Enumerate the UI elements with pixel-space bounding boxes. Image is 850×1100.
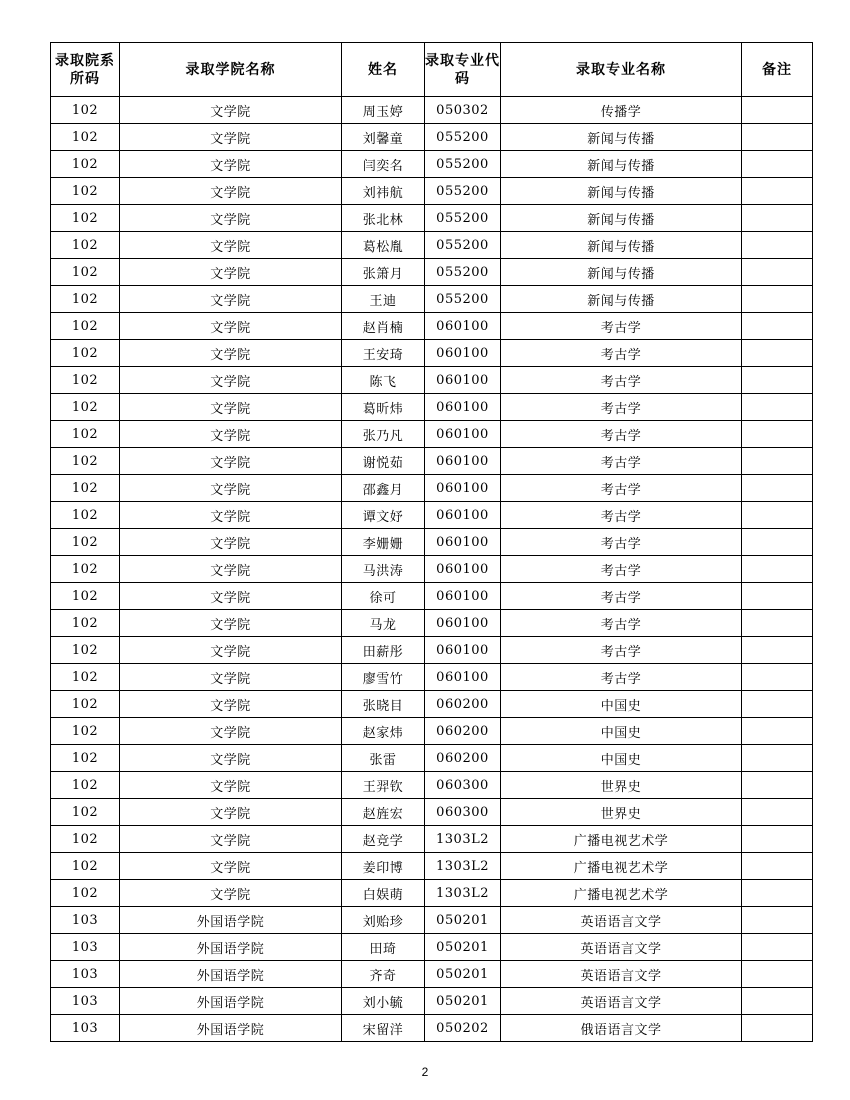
cell-college-name: 文学院 (120, 448, 342, 475)
cell-college-name: 文学院 (120, 637, 342, 664)
cell-major-code: 060100 (425, 448, 501, 475)
table-row (51, 718, 813, 745)
cell-college-name: 文学院 (120, 475, 342, 502)
cell-remarks (742, 556, 813, 583)
cell-remarks (742, 988, 813, 1015)
cell-major-name: 广播电视艺术学 (501, 826, 742, 853)
cell-dept-code: 102 (51, 529, 120, 556)
cell-major-name: 新闻与传播 (501, 205, 742, 232)
cell-remarks (742, 799, 813, 826)
table-row (51, 637, 813, 664)
cell-student-name: 张晓目 (342, 691, 425, 718)
table-row (51, 934, 813, 961)
cell-major-name: 新闻与传播 (501, 151, 742, 178)
cell-college-name: 文学院 (120, 718, 342, 745)
table-row (51, 151, 813, 178)
table-row (51, 664, 813, 691)
cell-remarks (742, 934, 813, 961)
cell-major-name: 中国史 (501, 745, 742, 772)
cell-major-code: 060100 (425, 367, 501, 394)
cell-major-name: 考古学 (501, 610, 742, 637)
table-row (51, 394, 813, 421)
cell-college-name: 外国语学院 (120, 961, 342, 988)
cell-remarks (742, 745, 813, 772)
cell-student-name: 张箫月 (342, 259, 425, 286)
table-row (51, 259, 813, 286)
table-row (51, 1015, 813, 1042)
cell-student-name: 张北林 (342, 205, 425, 232)
cell-major-name: 新闻与传播 (501, 124, 742, 151)
cell-remarks (742, 286, 813, 313)
cell-major-name: 考古学 (501, 637, 742, 664)
cell-college-name: 外国语学院 (120, 907, 342, 934)
table-header-row (51, 43, 813, 97)
cell-dept-code: 103 (51, 1015, 120, 1042)
cell-student-name: 赵旌宏 (342, 799, 425, 826)
cell-student-name: 刘馨童 (342, 124, 425, 151)
table-row (51, 907, 813, 934)
table-row (51, 124, 813, 151)
cell-dept-code: 102 (51, 691, 120, 718)
cell-major-code: 055200 (425, 151, 501, 178)
cell-major-name: 考古学 (501, 583, 742, 610)
table-row (51, 691, 813, 718)
cell-major-code: 060200 (425, 718, 501, 745)
cell-student-name: 宋留洋 (342, 1015, 425, 1042)
cell-major-name: 考古学 (501, 448, 742, 475)
cell-major-name: 考古学 (501, 340, 742, 367)
cell-student-name: 葛昕炜 (342, 394, 425, 421)
header-major-code: 录取专业代码 (425, 43, 501, 97)
cell-remarks (742, 853, 813, 880)
cell-college-name: 文学院 (120, 880, 342, 907)
cell-dept-code: 103 (51, 961, 120, 988)
cell-major-name: 英语语言文学 (501, 961, 742, 988)
cell-remarks (742, 637, 813, 664)
cell-major-code: 050201 (425, 988, 501, 1015)
cell-major-code: 1303L2 (425, 853, 501, 880)
table-row (51, 232, 813, 259)
cell-remarks (742, 97, 813, 124)
table-row (51, 313, 813, 340)
cell-college-name: 文学院 (120, 610, 342, 637)
cell-dept-code: 102 (51, 448, 120, 475)
cell-dept-code: 102 (51, 853, 120, 880)
cell-student-name: 张乃凡 (342, 421, 425, 448)
table-row (51, 799, 813, 826)
cell-major-code: 060300 (425, 799, 501, 826)
cell-major-name: 考古学 (501, 529, 742, 556)
cell-college-name: 文学院 (120, 664, 342, 691)
cell-major-name: 考古学 (501, 556, 742, 583)
cell-remarks (742, 340, 813, 367)
cell-student-name: 葛松胤 (342, 232, 425, 259)
cell-student-name: 廖雪竹 (342, 664, 425, 691)
cell-student-name: 谭文妤 (342, 502, 425, 529)
cell-dept-code: 103 (51, 934, 120, 961)
cell-major-code: 050302 (425, 97, 501, 124)
cell-major-name: 新闻与传播 (501, 259, 742, 286)
cell-dept-code: 102 (51, 178, 120, 205)
cell-college-name: 文学院 (120, 259, 342, 286)
cell-remarks (742, 313, 813, 340)
cell-college-name: 文学院 (120, 394, 342, 421)
cell-college-name: 文学院 (120, 529, 342, 556)
header-college-name: 录取学院名称 (120, 43, 342, 97)
cell-remarks (742, 610, 813, 637)
cell-major-code: 050201 (425, 907, 501, 934)
cell-major-name: 广播电视艺术学 (501, 880, 742, 907)
cell-dept-code: 102 (51, 367, 120, 394)
cell-dept-code: 102 (51, 286, 120, 313)
cell-student-name: 齐奇 (342, 961, 425, 988)
cell-remarks (742, 529, 813, 556)
cell-college-name: 文学院 (120, 232, 342, 259)
cell-college-name: 文学院 (120, 286, 342, 313)
table-row (51, 826, 813, 853)
cell-college-name: 文学院 (120, 97, 342, 124)
cell-remarks (742, 718, 813, 745)
cell-major-name: 英语语言文学 (501, 988, 742, 1015)
cell-remarks (742, 1015, 813, 1042)
table-row (51, 367, 813, 394)
cell-dept-code: 102 (51, 340, 120, 367)
cell-major-name: 英语语言文学 (501, 934, 742, 961)
cell-college-name: 文学院 (120, 745, 342, 772)
cell-dept-code: 102 (51, 556, 120, 583)
cell-major-code: 050201 (425, 961, 501, 988)
cell-student-name: 徐可 (342, 583, 425, 610)
cell-major-code: 060100 (425, 502, 501, 529)
cell-major-code: 060200 (425, 691, 501, 718)
cell-major-code: 055200 (425, 232, 501, 259)
cell-major-name: 世界史 (501, 799, 742, 826)
header-remarks: 备注 (742, 43, 813, 97)
cell-student-name: 张雷 (342, 745, 425, 772)
cell-college-name: 文学院 (120, 799, 342, 826)
cell-college-name: 文学院 (120, 340, 342, 367)
cell-major-name: 考古学 (501, 394, 742, 421)
cell-college-name: 文学院 (120, 826, 342, 853)
cell-major-code: 055200 (425, 124, 501, 151)
cell-major-code: 1303L2 (425, 826, 501, 853)
cell-student-name: 王迪 (342, 286, 425, 313)
cell-major-code: 050202 (425, 1015, 501, 1042)
header-dept-code: 录取院系所码 (51, 43, 120, 97)
cell-dept-code: 102 (51, 610, 120, 637)
cell-remarks (742, 205, 813, 232)
cell-major-name: 中国史 (501, 691, 742, 718)
cell-college-name: 文学院 (120, 205, 342, 232)
cell-remarks (742, 421, 813, 448)
cell-student-name: 姜印博 (342, 853, 425, 880)
cell-major-code: 060100 (425, 529, 501, 556)
table-row (51, 880, 813, 907)
cell-dept-code: 102 (51, 880, 120, 907)
cell-dept-code: 102 (51, 664, 120, 691)
cell-major-name: 广播电视艺术学 (501, 853, 742, 880)
cell-dept-code: 102 (51, 475, 120, 502)
cell-major-code: 060100 (425, 610, 501, 637)
table-row (51, 961, 813, 988)
cell-remarks (742, 178, 813, 205)
cell-student-name: 白娱萌 (342, 880, 425, 907)
cell-remarks (742, 664, 813, 691)
cell-student-name: 周玉婷 (342, 97, 425, 124)
cell-major-name: 考古学 (501, 664, 742, 691)
cell-dept-code: 102 (51, 205, 120, 232)
cell-dept-code: 102 (51, 232, 120, 259)
cell-college-name: 文学院 (120, 124, 342, 151)
table-row (51, 556, 813, 583)
cell-major-code: 055200 (425, 286, 501, 313)
cell-remarks (742, 124, 813, 151)
cell-remarks (742, 151, 813, 178)
table-row (51, 583, 813, 610)
table-row (51, 178, 813, 205)
cell-dept-code: 102 (51, 313, 120, 340)
table-row (51, 97, 813, 124)
cell-student-name: 刘祎航 (342, 178, 425, 205)
cell-college-name: 文学院 (120, 421, 342, 448)
cell-remarks (742, 772, 813, 799)
table-body (51, 97, 813, 1042)
cell-major-name: 传播学 (501, 97, 742, 124)
cell-major-name: 俄语语言文学 (501, 1015, 742, 1042)
cell-college-name: 文学院 (120, 583, 342, 610)
cell-major-name: 考古学 (501, 367, 742, 394)
cell-major-code: 060200 (425, 745, 501, 772)
table-row (51, 340, 813, 367)
cell-major-name: 考古学 (501, 475, 742, 502)
table-row (51, 853, 813, 880)
cell-college-name: 文学院 (120, 556, 342, 583)
cell-student-name: 赵肖楠 (342, 313, 425, 340)
cell-major-code: 055200 (425, 178, 501, 205)
cell-remarks (742, 367, 813, 394)
cell-major-name: 新闻与传播 (501, 232, 742, 259)
cell-remarks (742, 691, 813, 718)
cell-major-name: 中国史 (501, 718, 742, 745)
cell-college-name: 文学院 (120, 151, 342, 178)
cell-dept-code: 102 (51, 799, 120, 826)
table-row (51, 448, 813, 475)
cell-major-code: 060100 (425, 583, 501, 610)
cell-student-name: 赵家炜 (342, 718, 425, 745)
cell-college-name: 文学院 (120, 853, 342, 880)
cell-major-name: 英语语言文学 (501, 907, 742, 934)
cell-remarks (742, 475, 813, 502)
cell-dept-code: 102 (51, 772, 120, 799)
cell-student-name: 王羿钦 (342, 772, 425, 799)
cell-major-name: 考古学 (501, 502, 742, 529)
cell-college-name: 外国语学院 (120, 934, 342, 961)
cell-dept-code: 102 (51, 745, 120, 772)
cell-remarks (742, 502, 813, 529)
cell-college-name: 文学院 (120, 691, 342, 718)
cell-college-name: 文学院 (120, 367, 342, 394)
cell-major-code: 1303L2 (425, 880, 501, 907)
cell-major-code: 060100 (425, 313, 501, 340)
cell-remarks (742, 826, 813, 853)
cell-dept-code: 103 (51, 988, 120, 1015)
cell-major-code: 060100 (425, 556, 501, 583)
cell-remarks (742, 961, 813, 988)
table-row (51, 502, 813, 529)
cell-dept-code: 102 (51, 421, 120, 448)
table-row (51, 610, 813, 637)
cell-remarks (742, 259, 813, 286)
cell-major-name: 考古学 (501, 421, 742, 448)
table-row (51, 475, 813, 502)
cell-major-name: 考古学 (501, 313, 742, 340)
table-row (51, 745, 813, 772)
cell-student-name: 闫奕名 (342, 151, 425, 178)
cell-major-code: 060100 (425, 394, 501, 421)
cell-remarks (742, 394, 813, 421)
cell-dept-code: 102 (51, 97, 120, 124)
cell-college-name: 文学院 (120, 502, 342, 529)
cell-remarks (742, 583, 813, 610)
cell-dept-code: 102 (51, 826, 120, 853)
cell-remarks (742, 448, 813, 475)
table-row (51, 205, 813, 232)
cell-student-name: 马洪涛 (342, 556, 425, 583)
cell-major-code: 060300 (425, 772, 501, 799)
cell-student-name: 田薪彤 (342, 637, 425, 664)
cell-major-code: 060100 (425, 637, 501, 664)
cell-student-name: 李姗姗 (342, 529, 425, 556)
cell-college-name: 文学院 (120, 313, 342, 340)
cell-student-name: 刘贻珍 (342, 907, 425, 934)
cell-major-code: 055200 (425, 259, 501, 286)
cell-dept-code: 102 (51, 502, 120, 529)
header-major-name: 录取专业名称 (501, 43, 742, 97)
cell-dept-code: 102 (51, 151, 120, 178)
cell-student-name: 赵竞学 (342, 826, 425, 853)
table-row (51, 988, 813, 1015)
cell-remarks (742, 232, 813, 259)
cell-major-name: 世界史 (501, 772, 742, 799)
page-number: 2 (421, 1065, 429, 1079)
cell-student-name: 邵鑫月 (342, 475, 425, 502)
cell-student-name: 马龙 (342, 610, 425, 637)
cell-student-name: 刘小毓 (342, 988, 425, 1015)
cell-dept-code: 102 (51, 394, 120, 421)
cell-dept-code: 102 (51, 124, 120, 151)
cell-dept-code: 102 (51, 259, 120, 286)
cell-major-code: 060100 (425, 421, 501, 448)
cell-student-name: 田琦 (342, 934, 425, 961)
cell-dept-code: 102 (51, 718, 120, 745)
table-row (51, 772, 813, 799)
cell-college-name: 外国语学院 (120, 988, 342, 1015)
cell-major-name: 新闻与传播 (501, 178, 742, 205)
cell-student-name: 谢悦茹 (342, 448, 425, 475)
cell-student-name: 陈飞 (342, 367, 425, 394)
table-row (51, 286, 813, 313)
cell-college-name: 文学院 (120, 178, 342, 205)
table-row (51, 421, 813, 448)
cell-college-name: 外国语学院 (120, 1015, 342, 1042)
cell-student-name: 王安琦 (342, 340, 425, 367)
cell-dept-code: 102 (51, 583, 120, 610)
cell-college-name: 文学院 (120, 772, 342, 799)
cell-major-name: 新闻与传播 (501, 286, 742, 313)
header-student-name: 姓名 (342, 43, 425, 97)
cell-major-code: 060100 (425, 664, 501, 691)
cell-major-code: 060100 (425, 475, 501, 502)
cell-dept-code: 103 (51, 907, 120, 934)
cell-dept-code: 102 (51, 637, 120, 664)
cell-major-code: 055200 (425, 205, 501, 232)
cell-major-code: 050201 (425, 934, 501, 961)
admission-table (50, 42, 813, 1042)
cell-remarks (742, 880, 813, 907)
table-row (51, 529, 813, 556)
cell-remarks (742, 907, 813, 934)
cell-major-code: 060100 (425, 340, 501, 367)
